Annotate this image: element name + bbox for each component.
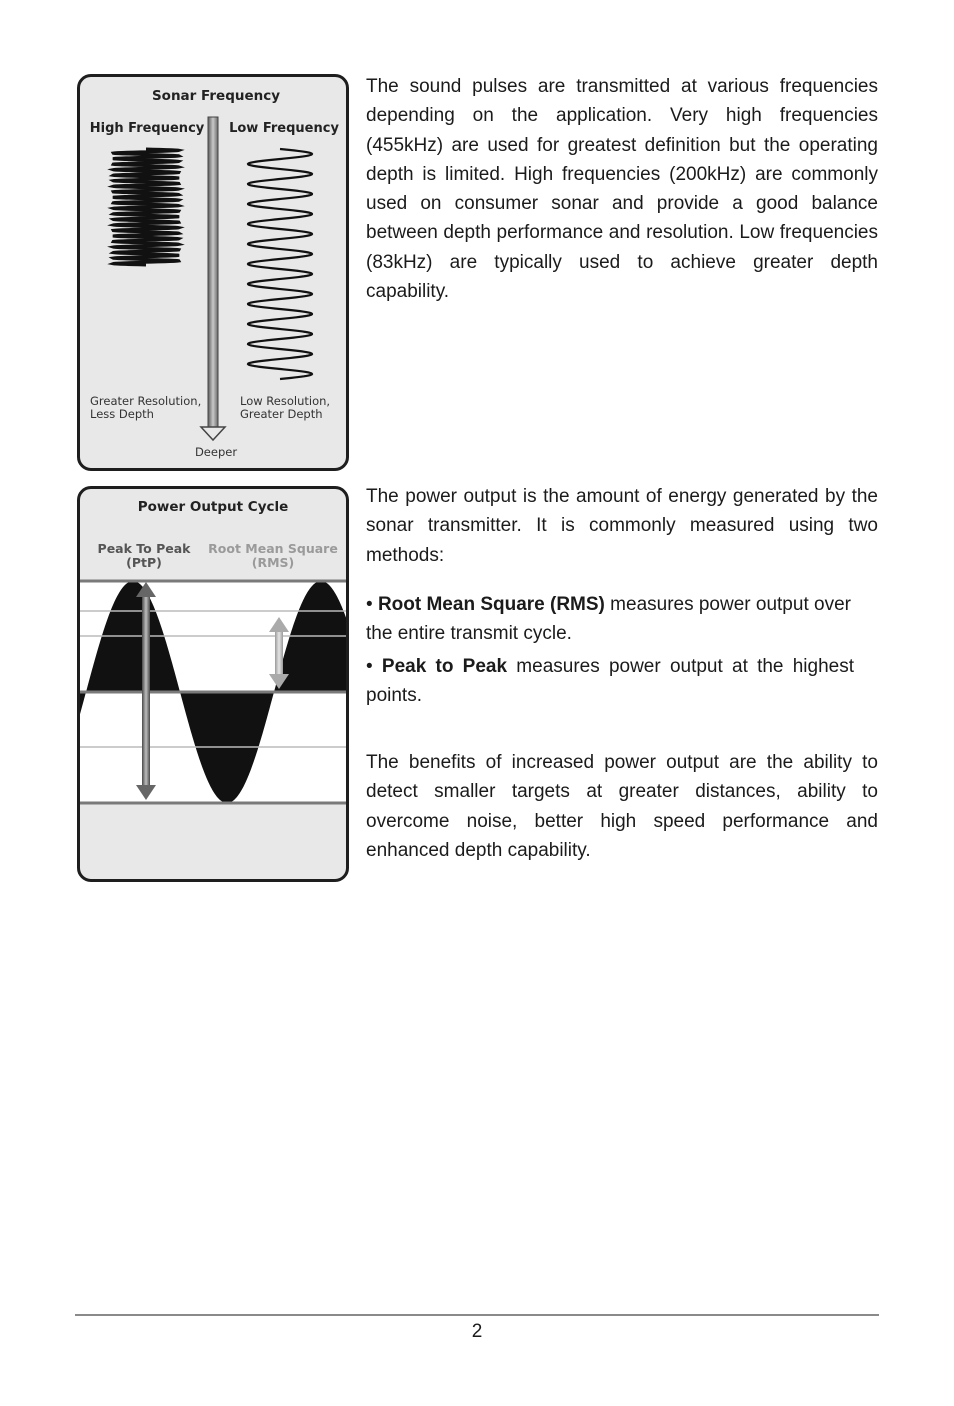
bullet-rms [366, 590, 866, 649]
low-frequency-label: Low Frequency [229, 121, 339, 136]
ptp-abbrev-label: (PtP) [126, 555, 162, 570]
power-output-figure [77, 486, 349, 882]
bullet-ptp-text: measures power output at the highest points. [366, 656, 854, 707]
page-number: 2 [471, 1321, 483, 1342]
peak-to-peak-label: Peak To Peak [97, 541, 191, 556]
less-depth-caption: Less Depth [90, 407, 154, 421]
bullet-rms-text: measures power output over the entire transmit cycle. [366, 594, 851, 645]
greater-depth-caption: Greater Depth [240, 407, 323, 421]
deeper-arrow-shaft [208, 117, 218, 429]
high-frequency-label: High Frequency [89, 121, 205, 136]
power-benefits-paragraph: The benefits of increased power output are the ability to detect smaller targets at greater distances, ability to overcome noise, better high speed performance and enhanced depth capability. [366, 752, 878, 861]
bullet-marker: • [366, 594, 373, 615]
sonar-frequency-paragraph: The sound pulses are transmitted at various frequencies depending on the application. Very high frequencies (455kHz) are used for greatest definition but the operating depth is limited. High frequencies (200kHz) are commonly used on consumer sonar and provide a good balance between depth performance and resolution. Low frequencies (83kHz) are typically used to achieve greater depth capability. [366, 76, 878, 303]
power-output-paragraph: The power output is the amount of energy generated by the sonar transmitter. It is commonly measured using two methods: [366, 486, 878, 566]
root-mean-square-label: Root Mean Square [208, 541, 338, 556]
rms-abbrev-label: (RMS) [251, 555, 295, 570]
bullet-ptp-term: Peak to Peak [381, 656, 508, 677]
sonar-frequency-diagram [80, 77, 346, 468]
low-resolution-caption: Low Resolution, [240, 394, 331, 408]
footer-rule [75, 1314, 879, 1316]
bullet-marker: • [366, 656, 373, 677]
greater-resolution-caption: Greater Resolution, [90, 394, 202, 408]
sonar-frequency-figure [77, 74, 349, 471]
sonar-figure-title: Sonar Frequency [151, 88, 281, 104]
deeper-label: Deeper [194, 445, 238, 459]
deeper-arrow-head [201, 427, 225, 440]
low-frequency-wave [248, 149, 312, 379]
bullet-peak-to-peak [366, 652, 854, 711]
power-output-diagram [80, 489, 346, 879]
power-figure-title: Power Output Cycle [137, 499, 289, 515]
bullet-rms-term: Root Mean Square (RMS) [377, 594, 605, 615]
high-frequency-wave [113, 149, 179, 265]
